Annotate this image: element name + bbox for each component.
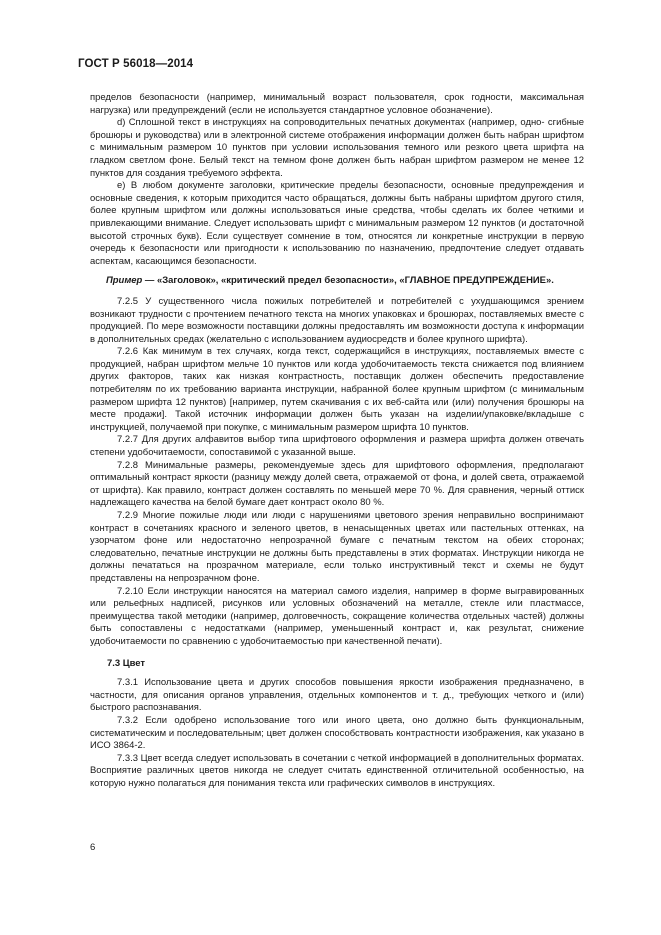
example-text: «Заголовок», «критический предел безопасности», «ГЛАВНОЕ ПРЕДУПРЕЖДЕНИЕ». bbox=[154, 275, 554, 287]
section-heading-7-3: 7.3 Цвет bbox=[107, 657, 146, 669]
paragraph-continuation: пределов безопасности (например, минимальный возраст пользователя, срок годности, максимальная нагрузка) или предупреждений (если не используется стандартное условное обозначение). bbox=[90, 92, 584, 116]
paragraph-7-2-8: 7.2.8 Минимальные размеры, рекомендуемые здесь для шрифтового оформления, предполагают оптимальный контраст яркости (разницу между долей света, отражаемой от фона, и долей света, отражаемой от шрифта). Как правило, контраст должен составлять по меньшей мере 70 %. Для сравнения, черный оттиск надлежащего качества на белой бумаге дает контраст около 80 %. bbox=[90, 459, 584, 509]
paragraph-7-3-1: 7.3.1 Использование цвета и других способов повышения яркости изображения предназначено, в частности, для описания органов управления, отдельных компонентов и т. д., требующих четкого и (или) быстрого распознавания. bbox=[90, 677, 584, 714]
paragraph-7-2-9: 7.2.9 Многие пожилые люди или люди с нарушениями цветового зрения неправильно воспринимают контраст в сочетаниях красного и зеленого цветов, в ненасыщенных цветах или пастельных оттенках, на узорчатом фоне или недостаточно непрозрачной бумаге с печатным текстом на обеих сторонах; следовательно, печатные инструкции не должны быть представлены в этих форматах. Инструкции никогда не должны печататься на прозрачном материале, если только инструктивный текст и схемы не будут представлены на непрозрачном фоне. bbox=[90, 510, 584, 584]
page-number: 6 bbox=[90, 842, 96, 853]
document-header: ГОСТ Р 56018—2014 bbox=[78, 58, 194, 70]
paragraph-7-2-6: 7.2.6 Как минимум в тех случаях, когда текст, содержащийся в инструкциях, поставляемых вместе с продукцией, набран шрифтом мельче 10 пунктов или когда удобочитаемость текста снижается под влиянием других факторов, таких как низкая контрастность, поставщик должен обеспечить предоставление потребителям по их требованию варианта инструкции, набранной более крупным шрифтом (с минимальным размером шрифта 12 пунктов) [например, путем скачивания с их веб-сайта или (или) получения брошюры на месте продажи]. Такой источник информации должен быть указан на изделии/упаковке/вкладыше с инструкцией, получаемой при покупке, с минимальным размером шрифта 10 пунктов. bbox=[90, 346, 584, 433]
paragraph-7-3-3: 7.3.3 Цвет всегда следует использовать в сочетании с четкой информацией в дополнительных форматах. Восприятие различных цветов никогда не следует считать единственной отличительной особенностью, на которую нужно полагаться для понимания текста или графических символов в инструкциях. bbox=[90, 752, 584, 789]
paragraph-7-3-2: 7.3.2 Если одобрено использование того или иного цвета, оно должно быть функциональным, систематическим и последовательным; цвет должен способствовать контрастности изображения, как указано в ИСО 3864-2. bbox=[90, 714, 584, 752]
example-note bbox=[90, 275, 584, 288]
paragraph-7-2-5: 7.2.5 У существенного числа пожилых потребителей и потребителей с ухудшающимся зрением возникают трудности с прочтением печатного текста на многих упаковках и брошюрах, поставляемых вместе с продукцией. По мере возможности поставщики должны предоставлять им возможности доступа к информации в дополнительных средах (желательно с использованием аудиосредств и более крупного шрифта). bbox=[90, 295, 584, 345]
paragraph-7-2-10: 7.2.10 Если инструкции наносятся на материал самого изделия, например в форме выгравированных или рельефных надписей, рисунков или условных обозначений на металле, стекле или пластмассе, преимущества такой методики (например, долговечность, сокращение количества отдельных частей) должны быть сопоставлены с недостатками (например, уменьшенный контраст и, как результат, снижение удобочитаемости по сравнению с удобочитаемостью при качественной печати). bbox=[90, 585, 584, 647]
document-body bbox=[90, 92, 584, 790]
paragraph-7-2-7: 7.2.7 Для других алфавитов выбор типа шрифтового оформления и размера шрифта должен отвечать степени удобочитаемости, сопоставимой с указанной выше. bbox=[90, 434, 584, 459]
paragraph-item-d: d) Сплошной текст в инструкциях на сопроводительных печатных документах (например, одно- сгибные брошюры и руководства) или в электронной системе отображения информации должен быть набран шрифтом с минимальным размером 10 пунктов при условии использования темного или резкого цвета шрифта на гладком светлом фоне. Белый текст на темном фоне должен быть набран шрифтом размером не менее 12 пунктов для создания требуемого эффекта. bbox=[90, 117, 584, 179]
example-label: Пример — bbox=[106, 275, 155, 287]
paragraph-item-e: e) В любом документе заголовки, критические пределы безопасности, основные предупреждения и основные сведения, к которым приходится часто обращаться, должны быть набраны шрифтом другого стиля, более крупным шрифтом или должны использоваться иные средства, чтобы сделать их более четкими и привлекающими внимание. Следует использовать шрифт с минимальным размером 12 пунктов (и достаточной высотой строчных букв). Если существует сомнение в том, относятся ли конкретные инструкции в первую очередь к безопасности или пригодности к использованию по назначению, предпочтение следует отдавать аспектам, касающимся безопасности. bbox=[90, 180, 584, 267]
